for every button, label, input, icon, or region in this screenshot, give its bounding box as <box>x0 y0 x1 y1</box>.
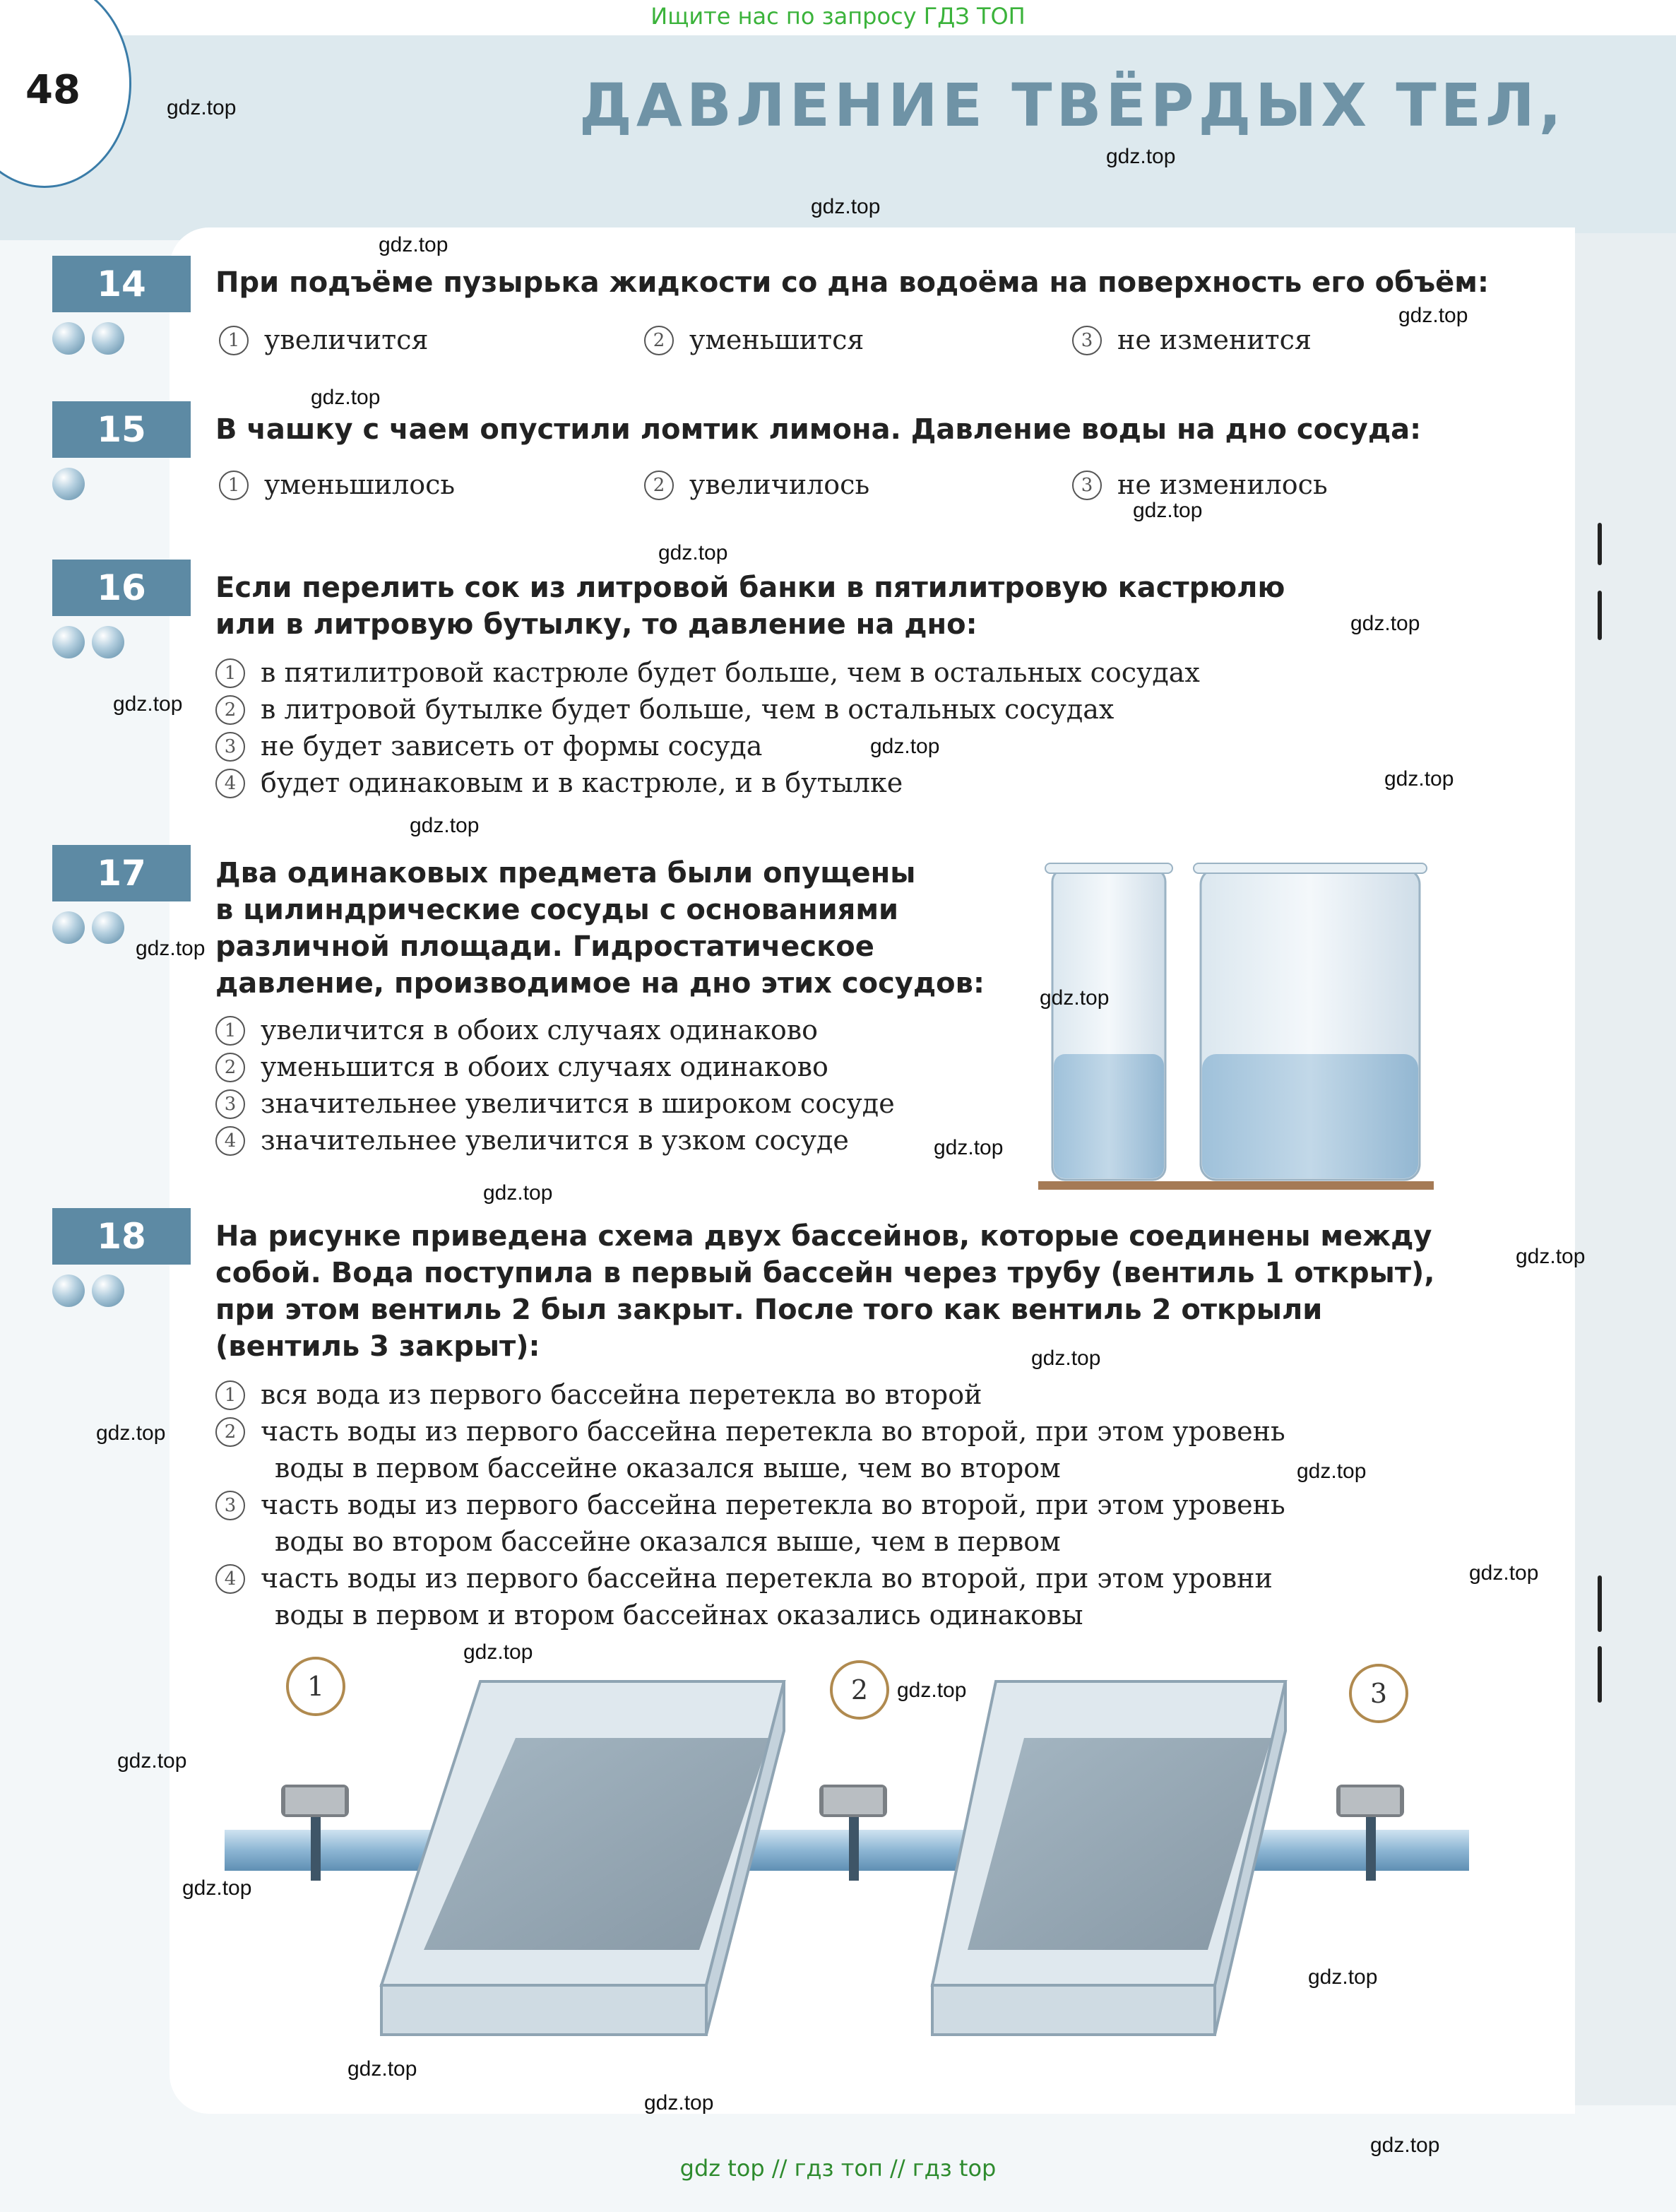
option-number: 1 <box>219 471 249 500</box>
watermark: gdz.top <box>1370 2134 1440 2157</box>
question-line: На рисунке приведена схема двух бассейнов, которые соединены между <box>215 1220 1432 1253</box>
watermark: gdz.top <box>1133 499 1203 522</box>
answer-option[interactable] <box>215 1413 1285 1486</box>
watermark: gdz.top <box>1297 1460 1367 1483</box>
option-number: 3 <box>1072 326 1102 355</box>
question-line: в цилиндрические сосуды с основаниями <box>215 894 899 926</box>
difficulty-dots <box>52 468 92 502</box>
option-number: 2 <box>215 695 245 725</box>
option-text: в литровой бутылке будет больше, чем в остальных сосудах <box>261 694 1115 725</box>
option-number: 2 <box>215 1417 245 1447</box>
watermark: gdz.top <box>379 233 448 256</box>
watermark: gdz.top <box>1384 767 1454 791</box>
option-text-continued: воды в первом бассейне оказался выше, чем во втором <box>275 1453 1061 1484</box>
difficulty-dots <box>52 322 131 356</box>
option-text: уменьшилось <box>264 469 456 500</box>
option-text: увеличилось <box>689 469 870 500</box>
difficulty-dot <box>92 626 124 658</box>
answer-option[interactable] <box>215 1122 849 1159</box>
watermark: gdz.top <box>934 1136 1004 1159</box>
option-text: часть воды из первого бассейна перетекла во второй, при этом уровень <box>261 1489 1285 1520</box>
question-line: давление, производимое на дно этих сосудов: <box>215 967 985 1000</box>
option-number: 3 <box>215 1089 245 1119</box>
watermark: gdz.top <box>347 2057 417 2081</box>
option-text: значительнее увеличится в широком сосуде <box>261 1088 895 1119</box>
option-text: увеличится <box>264 324 429 355</box>
question-line: различной площади. Гидростатическое <box>215 930 874 963</box>
option-number: 2 <box>644 471 674 500</box>
answer-option[interactable] <box>215 1560 1273 1633</box>
wooden-shelf <box>1038 1181 1434 1190</box>
watermark: gdz.top <box>1031 1347 1101 1370</box>
option-text: не будет зависеть от формы сосуда <box>261 731 763 762</box>
difficulty-dot <box>92 322 124 355</box>
binding-mark <box>1598 1646 1602 1703</box>
option-number: 1 <box>215 658 245 688</box>
valve-label-1: 1 <box>286 1657 345 1716</box>
watermark: gdz.top <box>182 1876 252 1900</box>
question-text <box>215 264 1489 301</box>
difficulty-dots <box>52 1274 131 1308</box>
answer-option[interactable] <box>644 466 869 503</box>
valve-label-3: 3 <box>1349 1664 1408 1723</box>
option-number: 1 <box>215 1380 245 1410</box>
question-line: Если перелить сок из литровой банки в пятилитровую кастрюлю <box>215 572 1285 604</box>
difficulty-dot <box>92 911 124 944</box>
option-text: не изменится <box>1117 324 1312 355</box>
watermark: gdz.top <box>311 386 381 409</box>
difficulty-dots <box>52 911 131 945</box>
watermark: gdz.top <box>658 541 728 564</box>
answer-option[interactable] <box>1072 466 1328 503</box>
option-number: 4 <box>215 769 245 798</box>
answer-option[interactable] <box>215 1012 818 1048</box>
option-number: 4 <box>215 1126 245 1156</box>
option-text: будет одинаковым и в кастрюле, и в бутылке <box>261 767 903 798</box>
option-number: 3 <box>215 1491 245 1520</box>
option-number: 4 <box>215 1564 245 1594</box>
option-text: увеличится в обоих случаях одинаково <box>261 1015 818 1046</box>
option-text: часть воды из первого бассейна перетекла во второй, при этом уровень <box>261 1416 1285 1447</box>
option-text: вся вода из первого бассейна перетекла во второй <box>261 1379 982 1410</box>
top-banner-text: Ищите нас по запросу ГДЗ ТОП <box>650 3 1026 30</box>
option-text: уменьшится в обоих случаях одинаково <box>261 1051 828 1082</box>
option-text-continued: воды в первом и втором бассейнах оказались одинаковы <box>275 1599 1083 1631</box>
question-line: При подъёме пузырька жидкости со дна водоёма на поверхность его объём: <box>215 266 1489 299</box>
option-text: значительнее увеличится в узком сосуде <box>261 1125 849 1156</box>
watermark: gdz.top <box>1469 1561 1539 1585</box>
watermark: gdz.top <box>117 1749 187 1773</box>
question-line: при этом вентиль 2 был закрыт. После того как вентиль 2 открыли <box>215 1294 1323 1326</box>
binding-mark <box>1598 591 1602 640</box>
question-number-16: 16 <box>52 560 191 616</box>
binding-mark <box>1598 523 1602 565</box>
question-line: (вентиль 3 закрыт): <box>215 1330 540 1363</box>
option-text: уменьшится <box>689 324 864 355</box>
question-line: или в литровую бутылку, то давление на дно: <box>215 608 977 641</box>
difficulty-dot <box>52 911 85 944</box>
option-text-continued: воды во втором бассейне оказался выше, чем в первом <box>275 1526 1061 1557</box>
answer-option[interactable] <box>215 1085 895 1122</box>
watermark: gdz.top <box>897 1679 967 1702</box>
option-text: в пятилитровой кастрюле будет больше, чем в остальных сосудах <box>261 657 1200 688</box>
answer-option[interactable] <box>215 1486 1285 1560</box>
difficulty-dot <box>52 1274 85 1307</box>
connecting-pipe <box>225 1830 1469 1871</box>
difficulty-dot <box>52 322 85 355</box>
binding-mark <box>1598 1575 1602 1632</box>
difficulty-dot <box>52 468 85 500</box>
answer-option[interactable] <box>215 728 762 764</box>
question-number-15: 15 <box>52 401 191 458</box>
option-number: 2 <box>215 1053 245 1082</box>
watermark: gdz.top <box>167 96 237 119</box>
right-edge-strip <box>1575 233 1676 2105</box>
wide-beaker <box>1194 863 1427 1180</box>
watermark: gdz.top <box>113 692 183 716</box>
chapter-title: ДАВЛЕНИЕ ТВЁРДЫХ ТЕЛ, <box>579 71 1566 140</box>
pool-2 <box>932 1681 1285 2035</box>
question-number-17: 17 <box>52 845 191 901</box>
watermark: gdz.top <box>1040 986 1110 1010</box>
answer-option[interactable] <box>215 764 903 801</box>
option-text: часть воды из первого бассейна перетекла во второй, при этом уровни <box>261 1563 1273 1594</box>
question-text <box>215 569 1285 643</box>
watermark: gdz.top <box>1398 304 1468 327</box>
question-line: Два одинаковых предмета были опущены <box>215 857 916 889</box>
option-text: не изменилось <box>1117 469 1328 500</box>
watermark: gdz.top <box>811 195 881 218</box>
question-number-18: 18 <box>52 1208 191 1265</box>
valve-label-2: 2 <box>830 1660 889 1720</box>
answer-option[interactable] <box>644 321 864 358</box>
watermark: gdz.top <box>1350 612 1420 635</box>
watermark: gdz.top <box>644 2091 714 2115</box>
watermark: gdz.top <box>410 814 480 837</box>
watermark: gdz.top <box>463 1640 533 1664</box>
question-text <box>215 1218 1435 1365</box>
answer-option[interactable] <box>219 466 455 503</box>
option-number: 2 <box>644 326 674 355</box>
answer-option[interactable] <box>215 1376 982 1413</box>
watermark: gdz.top <box>1308 1965 1378 1989</box>
answer-option[interactable] <box>215 1048 828 1085</box>
difficulty-dot <box>52 626 85 658</box>
option-number: 3 <box>1072 471 1102 500</box>
top-banner <box>0 0 1676 35</box>
option-number: 1 <box>219 326 249 355</box>
pool-1 <box>381 1681 784 2035</box>
question-text <box>215 855 985 1002</box>
answer-option[interactable] <box>215 691 1114 728</box>
narrow-beaker <box>1045 863 1172 1180</box>
page-number: 48 <box>25 67 81 113</box>
watermark: gdz.top <box>1516 1245 1586 1268</box>
answer-option[interactable] <box>219 321 428 358</box>
answer-option[interactable] <box>1072 321 1312 358</box>
bottom-watermark-line: gdz top // гдз топ // гдз top <box>679 2155 997 2182</box>
difficulty-dot <box>92 1274 124 1307</box>
question-text <box>215 411 1421 448</box>
option-number: 1 <box>215 1016 245 1046</box>
question-number-14: 14 <box>52 256 191 312</box>
difficulty-dots <box>52 626 131 660</box>
watermark: gdz.top <box>870 735 940 758</box>
watermark: gdz.top <box>483 1181 553 1205</box>
watermark: gdz.top <box>1106 145 1176 168</box>
option-number: 3 <box>215 732 245 762</box>
question-line: собой. Вода поступила в первый бассейн через трубу (вентиль 1 открыт), <box>215 1257 1435 1289</box>
watermark: gdz.top <box>96 1421 166 1445</box>
answer-option[interactable] <box>215 654 1200 691</box>
question-line: В чашку с чаем опустили ломтик лимона. Давление воды на дно сосуда: <box>215 413 1422 446</box>
watermark: gdz.top <box>136 937 206 960</box>
beakers-illustration <box>1038 855 1455 1208</box>
